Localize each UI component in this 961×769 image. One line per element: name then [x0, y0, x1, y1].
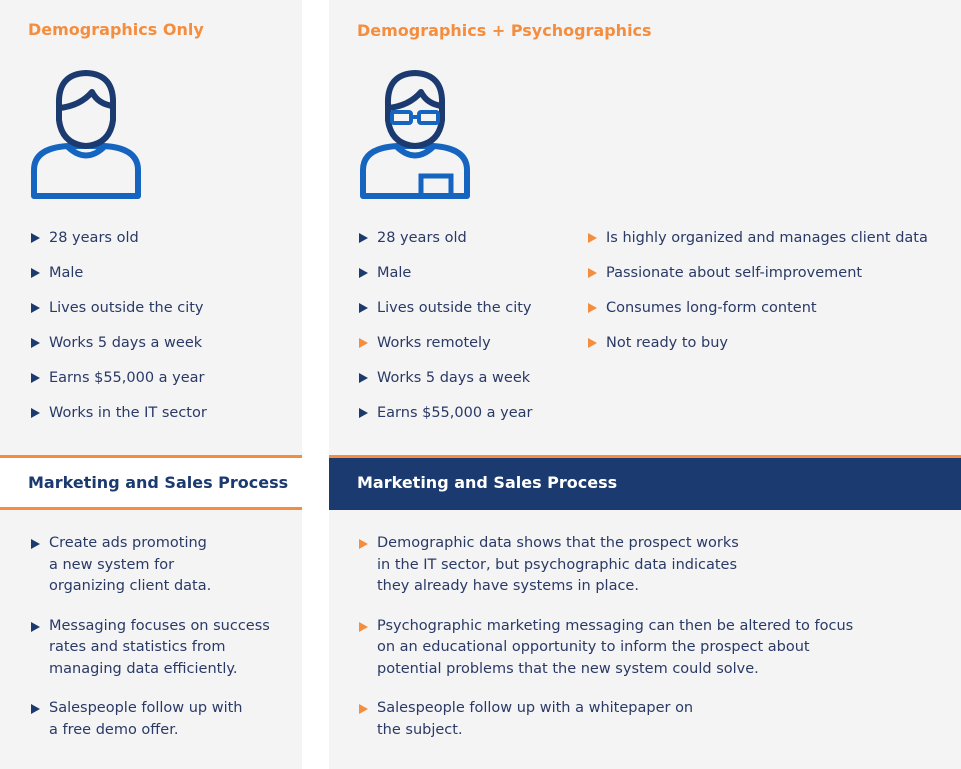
triangle-bullet-icon: [31, 338, 40, 348]
process-step-text: a new system for: [49, 556, 175, 573]
process-step-text: potential problems that the new system could solve.: [377, 660, 759, 677]
process-step-text: in the IT sector, but psychographic data indicates: [377, 556, 738, 573]
marketing-process-header-left: [0, 455, 302, 510]
triangle-bullet-icon: [31, 622, 40, 632]
process-step: [358, 698, 853, 741]
process-step-text: the subject.: [377, 721, 463, 738]
list-item-text: 28 years old: [377, 230, 467, 246]
panel-title: Demographics + Psychographics: [357, 21, 652, 40]
triangle-bullet-icon: [31, 303, 40, 313]
list-item-text: Works in the IT sector: [49, 405, 207, 421]
list-item-text: Works 5 days a week: [49, 335, 203, 351]
process-step: [358, 616, 853, 681]
process-step-text: Create ads promoting: [49, 535, 207, 551]
list-item: [30, 298, 207, 333]
list-item: [30, 263, 207, 298]
triangle-bullet-icon: [31, 233, 40, 243]
triangle-bullet-icon: [359, 622, 368, 632]
list-item: [358, 368, 533, 403]
triangle-bullet-icon: [359, 704, 368, 714]
triangle-bullet-icon: [31, 539, 40, 549]
process-step-text: rates and statistics from: [49, 639, 226, 655]
list-item-text: Consumes long-form content: [606, 300, 817, 316]
list-item: [358, 228, 533, 263]
process-step-text: Messaging focuses on success: [49, 617, 270, 634]
list-item: [587, 263, 928, 298]
triangle-bullet-icon: [31, 373, 40, 383]
list-item: [30, 228, 207, 263]
list-item-text: Lives outside the city: [49, 300, 204, 316]
process-step-text: managing data efficiently.: [49, 660, 238, 677]
triangle-bullet-icon: [359, 268, 368, 278]
triangle-bullet-icon: [588, 338, 597, 348]
process-step: [30, 698, 270, 741]
triangle-bullet-icon: [588, 268, 597, 278]
list-item: [30, 403, 207, 438]
person-with-glasses-icon: [359, 68, 471, 200]
list-item-text: 28 years old: [49, 230, 139, 246]
process-title: Marketing and Sales Process: [357, 473, 618, 492]
process-step: [30, 533, 270, 598]
list-item: [358, 403, 533, 438]
list-item: [587, 333, 928, 368]
triangle-bullet-icon: [588, 303, 597, 313]
process-step-text: organizing client data.: [49, 578, 212, 594]
triangle-bullet-icon: [31, 408, 40, 418]
process-step-text: Salespeople follow up with a whitepaper on: [377, 700, 694, 716]
triangle-bullet-icon: [31, 268, 40, 278]
process-steps-left: [30, 533, 270, 759]
psychographics-list: [587, 228, 928, 368]
process-steps-right: [358, 533, 853, 759]
list-item-text: Works remotely: [377, 335, 491, 351]
list-item: [358, 333, 533, 368]
triangle-bullet-icon: [359, 338, 368, 348]
list-item-text: Is highly organized and manages client data: [606, 230, 928, 246]
list-item: [587, 298, 928, 333]
triangle-bullet-icon: [31, 704, 40, 714]
process-step-text: a free demo offer.: [49, 721, 179, 738]
list-item: [30, 333, 207, 368]
list-item-text: Passionate about self-improvement: [606, 265, 863, 281]
list-item-text: Earns $55,000 a year: [49, 370, 205, 386]
process-step-text: they already have systems in place.: [377, 578, 639, 594]
process-step-text: Salespeople follow up with: [49, 700, 243, 716]
list-item-text: Earns $55,000 a year: [377, 405, 533, 421]
process-step-text: Psychographic marketing messaging can then be altered to focus: [377, 617, 854, 634]
process-step: [358, 533, 853, 598]
list-item: [587, 228, 928, 263]
triangle-bullet-icon: [588, 233, 597, 243]
process-title: Marketing and Sales Process: [28, 473, 289, 492]
process-step-text: Demographic data shows that the prospect works: [377, 535, 739, 551]
process-step-text: on an educational opportunity to inform the prospect about: [377, 639, 810, 655]
triangle-bullet-icon: [359, 303, 368, 313]
person-icon: [30, 68, 142, 200]
list-item-text: Male: [377, 265, 412, 281]
panel-title: Demographics Only: [28, 20, 204, 39]
list-item-text: Works 5 days a week: [377, 370, 531, 386]
triangle-bullet-icon: [359, 408, 368, 418]
list-item-text: Lives outside the city: [377, 300, 532, 316]
triangle-bullet-icon: [359, 373, 368, 383]
list-item-text: Male: [49, 265, 84, 281]
list-item-text: Not ready to buy: [606, 335, 728, 351]
demographics-list: [30, 228, 207, 438]
list-item: [358, 298, 533, 333]
list-item: [358, 263, 533, 298]
triangle-bullet-icon: [359, 233, 368, 243]
demographics-list: [358, 228, 533, 438]
marketing-process-header-right: [329, 455, 961, 510]
list-item: [30, 368, 207, 403]
process-step: [30, 616, 270, 681]
triangle-bullet-icon: [359, 539, 368, 549]
